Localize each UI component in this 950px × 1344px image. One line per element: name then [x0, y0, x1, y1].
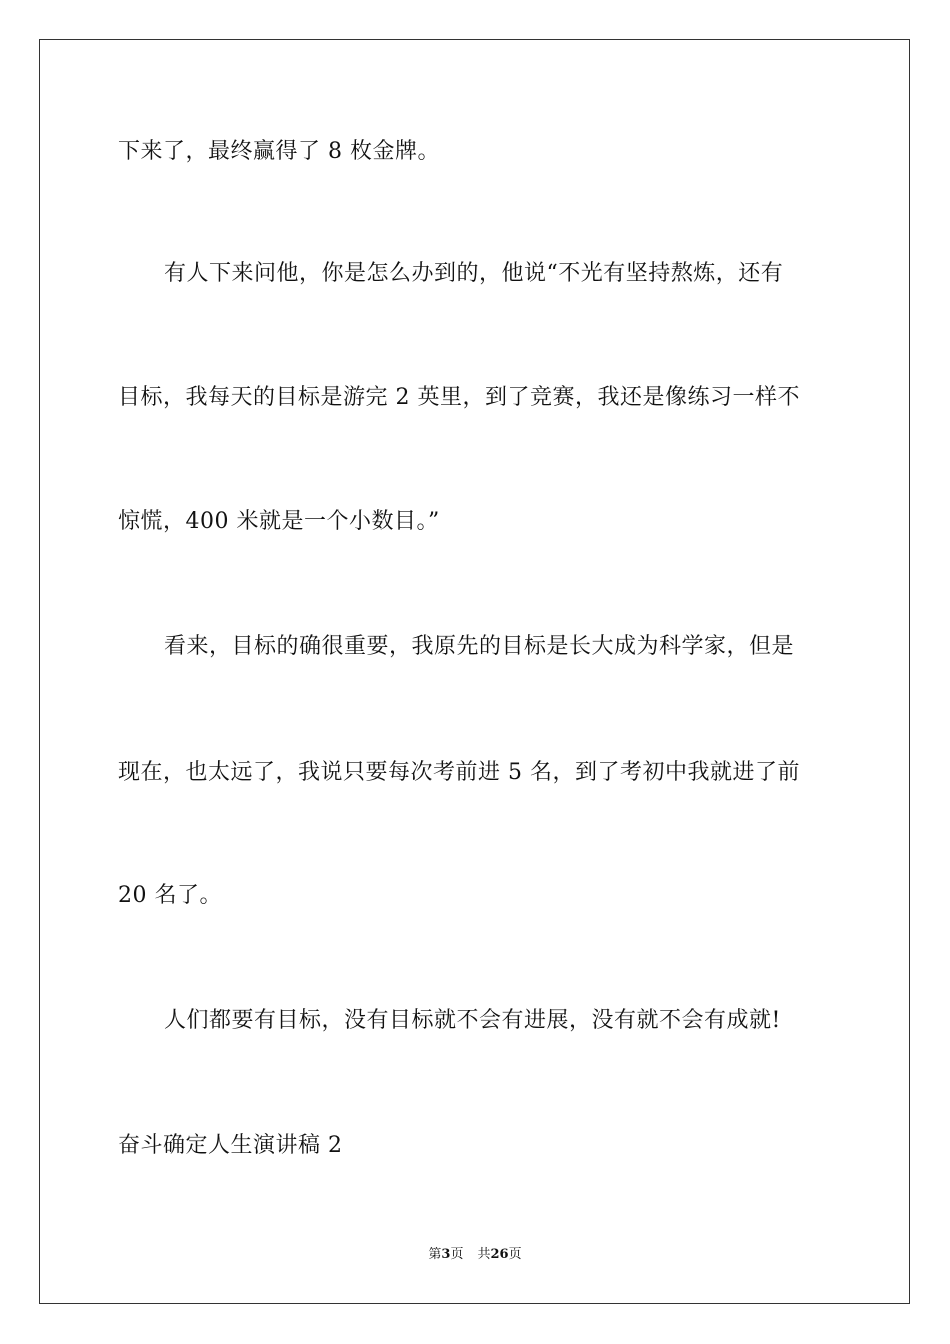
page-footer: [0, 1246, 950, 1264]
footer-total-suffix: 页: [508, 1247, 522, 1262]
footer-page-current: 3: [441, 1247, 451, 1262]
section-heading: 奋斗确定人生演讲稿 2: [118, 1133, 343, 1158]
paragraph-line-7: 20 名了。: [118, 883, 222, 908]
footer-page-prefix: 第: [428, 1247, 442, 1262]
page-border: [39, 39, 910, 1304]
paragraph-line-6: 现在，也太远了，我说只要每次考前进 5 名，到了考初中我就进了前: [118, 760, 800, 785]
footer-page-suffix: 页: [450, 1247, 464, 1262]
paragraph-line-8: 人们都要有目标，没有目标就不会有进展，没有就不会有成就!: [164, 1008, 781, 1033]
paragraph-line-3: 目标，我每天的目标是游完 2 英里，到了竞赛，我还是像练习一样不: [118, 385, 800, 410]
paragraph-line-5: 看来，目标的确很重要，我原先的目标是长大成为科学家，但是: [164, 634, 795, 659]
paragraph-line-4: 惊慌，400 米就是一个小数目。”: [118, 509, 440, 534]
paragraph-line-1: 下来了，最终赢得了 8 枚金牌。: [118, 139, 440, 164]
paragraph-line-2: 有人下来问他，你是怎么办到的，他说“不光有坚持熬炼，还有: [164, 261, 784, 286]
footer-page-total: 26: [490, 1247, 509, 1262]
footer-total-prefix: 共: [477, 1247, 491, 1262]
